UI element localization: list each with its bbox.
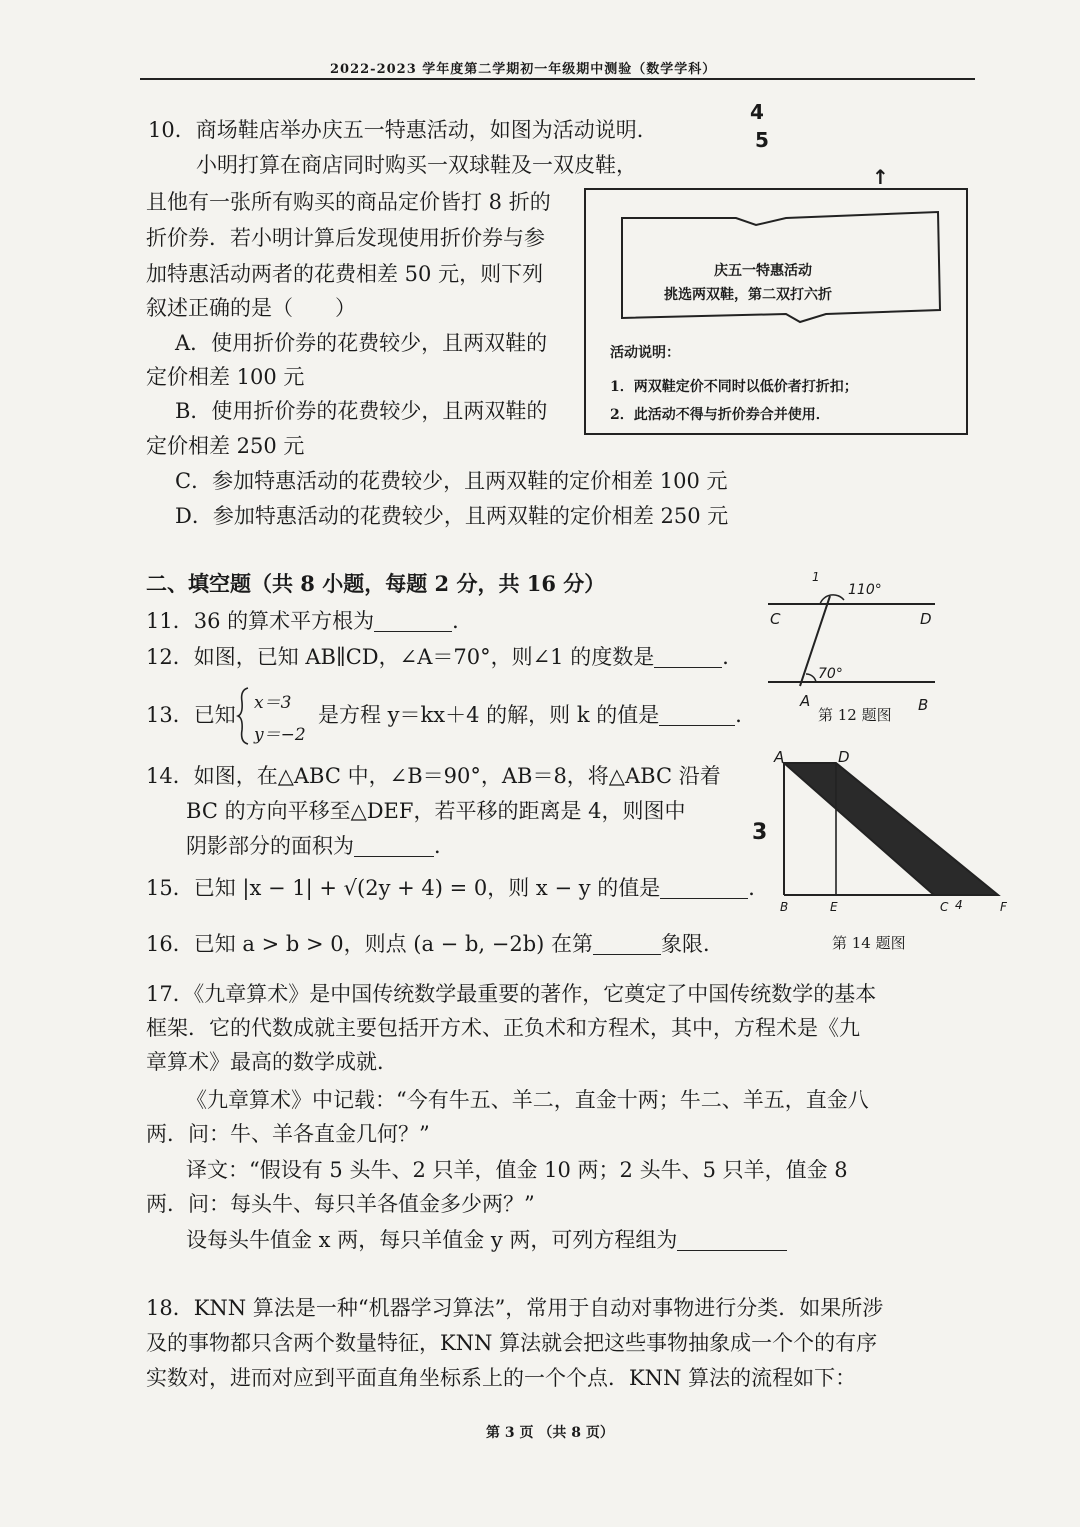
q17-line: 两．问：每头牛、每只羊各值金多少两？”: [146, 1192, 535, 1216]
point-label-a: A: [800, 692, 811, 710]
q10-line: 小明打算在商店同时购买一双球鞋及一双皮鞋，: [196, 153, 637, 177]
answer-blank: [654, 649, 722, 668]
q10-option-c: C．参加特惠活动的花费较少，且两双鞋的定价相差 100 元: [175, 469, 728, 493]
q17-line: 17．《九章算术》是中国传统数学最重要的著作，它奠定了中国传统数学的基本: [146, 982, 877, 1006]
system-brace: [236, 686, 250, 746]
angle-label-70: 70°: [818, 666, 843, 682]
q10-option-a-cont: 定价相差 100 元: [146, 365, 305, 389]
point-label-d: D: [838, 748, 850, 766]
answer-blank: [660, 880, 748, 899]
q12-text: [146, 647, 743, 668]
point-label-d: D: [920, 610, 932, 628]
point-label-b: B: [918, 696, 929, 714]
q16-end: 象限．: [661, 932, 725, 956]
answer-blank: [593, 936, 661, 955]
q10-option-b-cont: 定价相差 250 元: [146, 434, 305, 458]
q17-line: 《九章算术》中记载：“今有牛五、羊二，直金十两；牛二、羊五，直金八: [186, 1088, 869, 1112]
q11-stem: 11．36 的算术平方根为: [146, 609, 375, 633]
activity-notice-box: [584, 188, 968, 435]
q18-line: 18．KNN 算法是一种“机器学习算法”，常用于自动对事物进行分类．如果所涉: [146, 1296, 884, 1320]
section-title: 二、填空题（共 8 小题，每题 2 分，共 16 分）: [146, 571, 606, 596]
answer-blank: [354, 838, 434, 857]
handwritten-note: 4: [750, 100, 764, 124]
point-label-c: C: [770, 610, 781, 628]
answer-blank: [659, 707, 735, 726]
q18-line: 及的事物都只含两个数量特征，KNN 算法就会把这些事物抽象成一个个的有序: [146, 1331, 878, 1355]
banner-title: 庆五一特惠活动: [714, 263, 812, 279]
q14-line: BC 的方向平移至△DEF，若平移的距离是 4，则图中: [186, 799, 686, 823]
q10-option-a: A．使用折价券的花费较少，且两双鞋的: [175, 331, 548, 355]
q11-text: [146, 611, 473, 632]
q12-stem: 12．如图，已知 AB∥CD，∠A＝70°，则∠1 的度数是: [146, 645, 655, 669]
page-header: 2022-2023 学年度第二学期初一年级期中测验（数学学科）: [330, 62, 717, 77]
page-footer: 第 3 页 （共 8 页）: [486, 1425, 614, 1441]
q13-prefix: 13．已知: [146, 703, 236, 727]
q15-text: [146, 878, 769, 899]
q18-line: 实数对，进而对应到平面直角坐标系上的一个个点．KNN 算法的流程如下：: [146, 1366, 857, 1390]
q12-end: ．: [722, 645, 744, 669]
banner-subtitle: 挑选两双鞋，第二双打六折: [664, 287, 832, 303]
q15-end: ．: [748, 876, 770, 900]
q10-option-d: D．参加特惠活动的花费较少，且两双鞋的定价相差 250 元: [175, 504, 729, 528]
q10-line: 10．商场鞋店举办庆五一特惠活动，如图为活动说明．: [148, 118, 658, 142]
point-label-f: F: [1000, 900, 1007, 914]
q13-end: ．: [735, 703, 757, 727]
header-rule: [140, 78, 975, 80]
point-label-c: C: [940, 900, 949, 914]
q17-line: 译文：“假设有 5 头牛、2 只羊，值金 10 两；2 头牛、5 只羊，值金 8: [186, 1158, 848, 1182]
q10-option-b: B．使用折价券的花费较少，且两双鞋的: [175, 399, 548, 423]
q17-line: 两．问：牛、羊各直金几何？”: [146, 1122, 430, 1146]
q16-stem: 16．已知 a > b > 0，则点 (a − b, −2b) 在第: [146, 932, 594, 956]
q11-end: ．: [452, 609, 474, 633]
q14-line: 14．如图，在△ABC 中，∠B＝90°，AB＝8，将△ABC 沿着: [146, 764, 721, 788]
q16-text: [146, 934, 724, 955]
angle-label-1: 1: [812, 570, 820, 584]
q17-line: 章算术》最高的数学成就．: [146, 1050, 398, 1074]
system-eq-2: y＝−2: [254, 725, 306, 745]
q17-stem: 设每头牛值金 x 两，每只羊值金 y 两，可列方程组为: [186, 1228, 678, 1252]
q17-line: 框架．它的代数成就主要包括开方术、正负术和方程术，其中，方程术是《九: [146, 1016, 860, 1040]
q10-line: 且他有一张所有购买的商品定价皆打 8 折的: [146, 190, 551, 214]
notice-rule-1: 1．两双鞋定价不同时以低价者打折扣；: [610, 379, 858, 395]
system-eq-1: x＝3: [254, 693, 292, 713]
q10-line: 加特惠活动两者的花费相差 50 元，则下列: [146, 262, 544, 286]
notice-heading: 活动说明：: [610, 345, 680, 361]
q14-line3: [186, 836, 455, 857]
q13-text: [318, 705, 756, 726]
handwritten-arrow: ↑: [872, 165, 889, 189]
handwritten-note: 3: [752, 820, 768, 845]
q17-last: [186, 1230, 787, 1251]
angle-label-110: 110°: [848, 582, 882, 598]
handwritten-mark: 4: [955, 898, 963, 912]
point-label-a: A: [774, 748, 785, 766]
answer-blank: [374, 613, 452, 632]
point-label-b: B: [780, 900, 789, 914]
q10-line: 叙述正确的是（ ）: [146, 296, 356, 320]
q14-end: ．: [434, 834, 455, 858]
point-label-e: E: [830, 900, 838, 914]
q15-stem: 15．已知 |x − 1| + √(2y + 4) = 0，则 x − y 的值是: [146, 876, 661, 900]
q14-stem: 阴影部分的面积为: [186, 834, 354, 858]
q10-line: 折价券．若小明计算后发现使用折价券与参: [146, 226, 545, 250]
figure-caption: 第 14 题图: [832, 934, 906, 952]
q13-suffix: 是方程 y＝kx＋4 的解，则 k 的值是: [318, 703, 660, 727]
answer-blank: [677, 1232, 787, 1251]
q14-figure: [770, 745, 1010, 915]
banner-shape: [586, 190, 966, 433]
notice-rule-2: 2．此活动不得与折价券合并使用．: [610, 407, 830, 423]
handwritten-note: 5: [755, 128, 769, 152]
figure-caption: 第 12 题图: [818, 706, 892, 724]
